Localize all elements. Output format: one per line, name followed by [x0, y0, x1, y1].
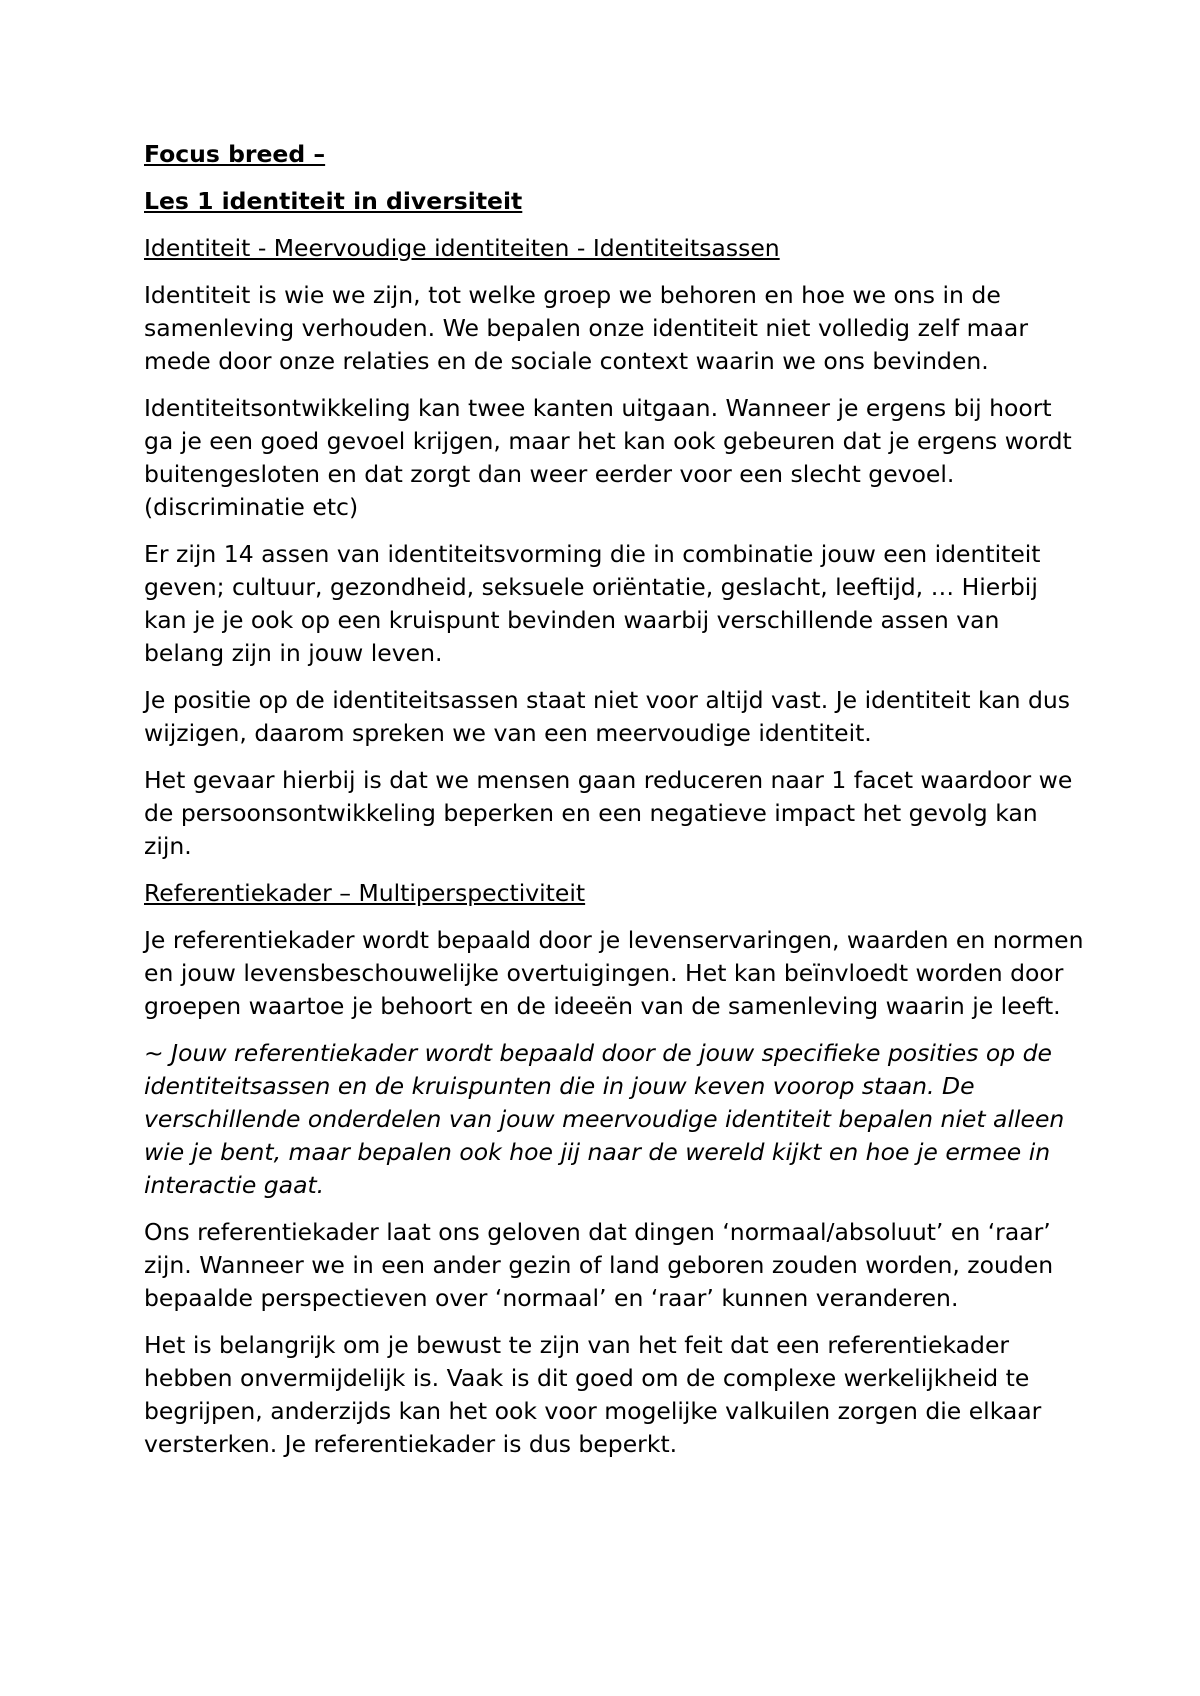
- document-page: [144, 138, 1084, 1475]
- paragraph: Het gevaar hierbij is dat we mensen gaan reduceren naar 1 facet waardoor we de persoonsontwikkeling beperken en een negatieve impact het gevolg kan zijn.: [144, 766, 1073, 860]
- paragraph: Je positie op de identiteitsassen staat niet voor altijd vast. Je identiteit kan dus wijzigen, daarom spreken we van een meervoudige identiteit.: [144, 686, 1071, 747]
- paragraph: Er zijn 14 assen van identiteitsvorming die in combinatie jouw een identiteit geven; cultuur, gezondheid, seksuele oriëntatie, geslacht, leeftijd, … Hierbij kan je je ook op een kruispunt bevinden waarbij verschillende assen van belang zijn in jouw leven.: [144, 540, 1041, 667]
- section-heading-referentiekader: Referentiekader – Multiperspectiviteit: [144, 879, 586, 907]
- paragraph: Identiteit is wie we zijn, tot welke groep we behoren en hoe we ons in de samenleving verhouden. We bepalen onze identiteit niet volledig zelf maar mede door onze relaties en de sociale context waarin we ons bevinden.: [144, 281, 1028, 375]
- paragraph: Het is belangrijk om je bewust te zijn van het feit dat een referentiekader hebben onvermijdelijk is. Vaak is dit goed om de complexe werkelijkheid te begrijpen, anderzijds kan het ook voor mogelijke valkuilen zorgen die elkaar versterken. Je referentiekader is dus beperkt.: [144, 1331, 1042, 1458]
- paragraph: Je referentiekader wordt bepaald door je levenservaringen, waarden en normen en jouw levensbeschouwelijke overtuigingen. Het kan beïnvloedt worden door groepen waartoe je behoort en de ideeën van de samenleving waarin je leeft.: [144, 926, 1084, 1020]
- lesson-title: Les 1 identiteit in diversiteit: [144, 187, 523, 215]
- paragraph: Ons referentiekader laat ons geloven dat dingen ‘normaal/absoluut’ en ‘raar’ zijn. Wanneer we in een ander gezin of land geboren zouden worden, zouden bepaalde perspectieven over ‘normaal’ en ‘raar’ kunnen veranderen.: [144, 1218, 1054, 1312]
- italic-note-paragraph: ~ Jouw referentiekader wordt bepaald door de jouw specifieke posities op de identiteitsassen en de kruispunten die in jouw keven voorop staan. De verschillende onderdelen van jouw meervoudige identiteit bepalen niet alleen wie je bent, maar bepalen ook hoe jij naar de wereld kijkt en hoe je ermee in interactie gaat.: [144, 1039, 1065, 1199]
- document-title: Focus breed –: [144, 140, 326, 168]
- section-heading-identiteit: Identiteit - Meervoudige identiteiten - Identiteitsassen: [144, 234, 780, 262]
- paragraph: Identiteitsontwikkeling kan twee kanten uitgaan. Wanneer je ergens bij hoort ga je een goed gevoel krijgen, maar het kan ook gebeuren dat je ergens wordt buitengesloten en dat zorgt dan weer eerder voor een slecht gevoel. (discriminatie etc): [144, 394, 1072, 521]
